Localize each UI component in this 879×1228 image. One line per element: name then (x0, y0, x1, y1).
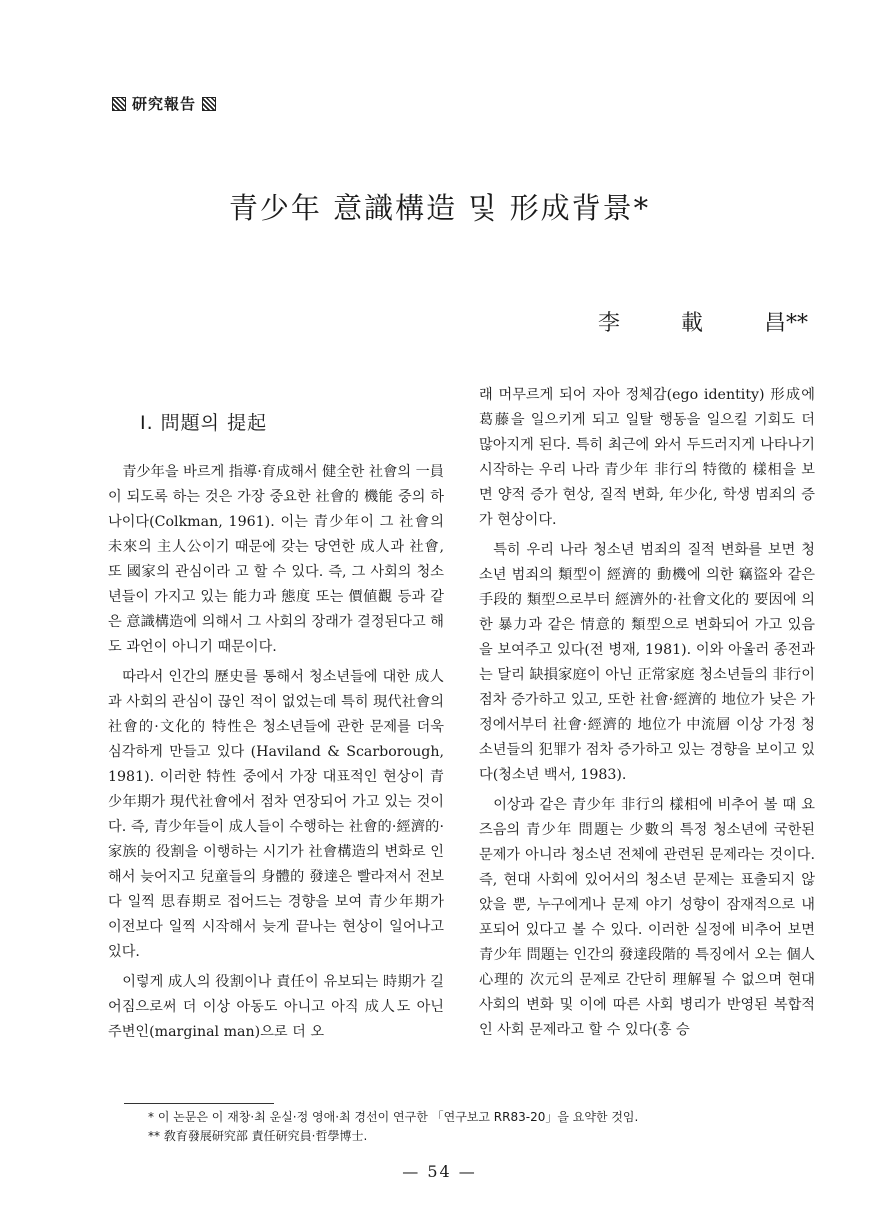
page-number: — 54 — (402, 1162, 477, 1181)
footnote: ** 敎育發展研究部 責任研究員·哲學博士. (148, 1129, 368, 1143)
footnote-divider (124, 1103, 274, 1104)
section-label (112, 93, 216, 114)
author-char: 載 (680, 311, 703, 336)
body-paragraph: 이상과 같은 青少年 非行의 樣相에 비추어 볼 때 요즈음의 青少年 問題는 少數의 특정 청소년에 국한된 문제가 아니라 청소년 전체에 관련된 문제라는 것이다. 즉, 현대 사회에 있어서의 청소년 문제는 표출되지 않았을 뿐, 누구에게나 문제 야기 성향이 잠재적으로 내포되어 있다고 볼 수 있다. 이러한 실정에 비추어 보면 青少年 問題는 인간의 發達段階的 특징에서 오는 個人心理的 次元의 문제로 간단히 理解될 수 없으며 현대 사회의 변화 및 이에 따른 사회 병리가 반영된 복합적인 사회 문제라고 할 수 있다(홍 승 (479, 797, 815, 1038)
author-name (598, 306, 808, 337)
hatched-square-icon (202, 97, 216, 111)
body-paragraph: 래 머무르게 되어 자아 정체감(ego identity) 形成에 葛藤을 일으키게 되고 일탈 행동을 일으킬 기회도 더 많아지게 된다. 특히 최근에 와서 두드러지게 나타나기 시작하는 우리 나라 青少年 非行의 特徵的 樣相을 보면 양적 증가 현상, 질적 변화, 年少化, 학생 범죄의 증가 현상이다. (479, 387, 815, 528)
author-char: 李 (598, 311, 621, 336)
section-label-text: 研究報告 (132, 95, 197, 113)
paper-title: 青少年 意識構造 및 形成背景* (228, 191, 651, 225)
body-paragraph: 특히 우리 나라 청소년 범죄의 질적 변화를 보면 청소년 범죄의 類型이 經濟的 動機에 의한 竊盜와 같은 手段的 類型으로부터 經濟外的·社會文化的 要因에 의한 暴力과 같은 情意的 類型으로 변화되어 가고 있음을 보여주고 있다(전 병재, 1981). 이와 아울러 종전과는 달리 缺損家庭이 아닌 正常家庭 청소년들의 非行이 점차 증가하고 있고, 또한 社會·經濟的 地位가 낮은 가정에서부터 社會·經濟的 地位가 中流層 이상 가정 청소년들의 犯罪가 점차 증가하고 있는 경향을 보이고 있다(청소년 백서, 1983). (479, 542, 815, 783)
author-char: 昌** (763, 311, 808, 336)
hatched-square-icon (112, 97, 126, 111)
right-column (479, 383, 815, 1048)
body-paragraph: 따라서 인간의 歷史를 통해서 청소년들에 대한 成人과 사회의 관심이 끊인 적이 없었는데 특히 現代社會의 社會的·文化的 特性은 청소년들에 관한 문제를 더욱 심각하게 만들고 있다 (Haviland & Scarborough, 1981). 이러한 特性 중에서 가장 대표적인 현상이 青少年期가 現代社會에서 점차 연장되어 가고 있는 것이다. 즉, 青少年들이 成人들이 수행하는 社會的·經濟的·家族的 役割을 이행하는 시기가 社會構造의 변화로 인해서 늦어지고 兒童들의 身體的 發達은 빨라져서 전보다 일찍 思春期로 접어드는 경향을 보여 青少年期가 이전보다 일찍 시작해서 늦게 끝나는 현상이 일어나고 있다. (108, 669, 444, 960)
footnotes (148, 1108, 828, 1146)
section-heading: Ⅰ. 問題의 提起 (140, 412, 268, 434)
left-column (108, 380, 444, 1050)
body-paragraph: 이렇게 成人의 役割이나 責任이 유보되는 時期가 길어짐으로써 더 이상 아동도 아니고 아직 成人도 아닌 주변인(marginal man)으로 더 오 (108, 974, 444, 1040)
body-paragraph: 青少年을 바르게 指導·育成해서 健全한 社會의 一員이 되도록 하는 것은 가장 중요한 社會的 機能 중의 하나이다(Colkman, 1961). 이는 青少年이 그 社會의 未來의 主人公이기 때문에 갖는 당연한 成人과 社會, 또 國家의 관심이라 고 할 수 있다. 즉, 그 사회의 청소년들이 가지고 있는 能力과 態度 또는 價値觀 등과 같은 意識構造에 의해서 그 사회의 장래가 결정된다고 해도 과언이 아니기 때문이다. (108, 464, 444, 655)
footnote: * 이 논문은 이 재창·최 운실·정 영애·최 경선이 연구한 「연구보고 RR83-20」을 요약한 것임. (148, 1110, 639, 1124)
